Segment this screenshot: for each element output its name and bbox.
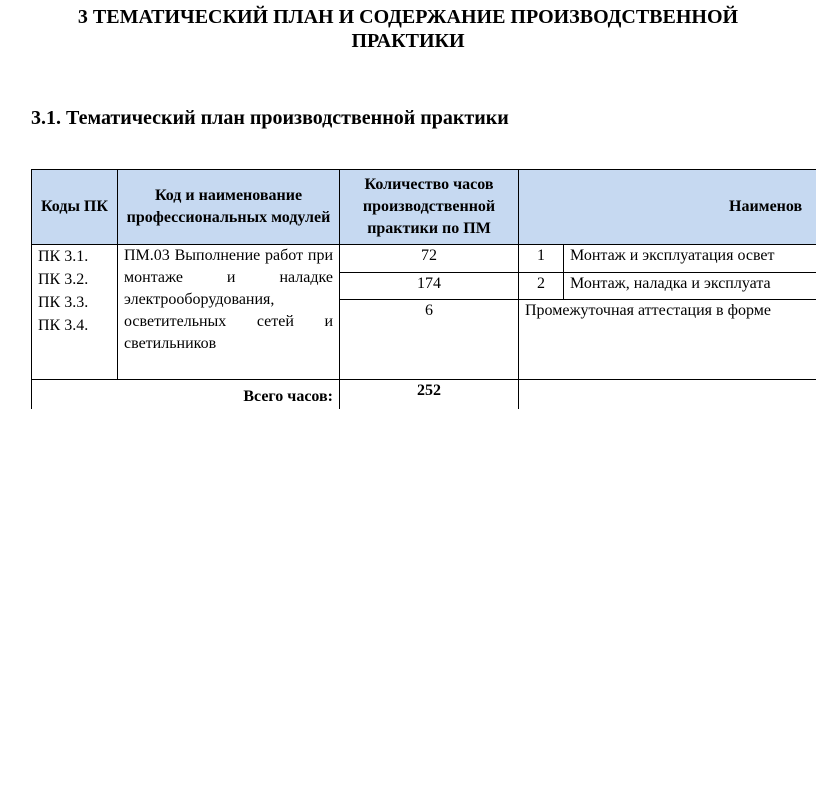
topic-name-cell: Монтаж и эксплуатация освет [564, 245, 816, 273]
hours-cell: 6 [340, 300, 519, 380]
module-cell: ПМ.03 Выполнение работ при монтаже и наладке электрооборудования, осветительных сетей и светильников [118, 245, 340, 380]
header-name: Наименов [519, 170, 816, 245]
table-total-row [32, 380, 816, 410]
page-title-line-2: ПРАКТИКИ [351, 30, 465, 52]
header-pk-codes: Коды ПК [32, 170, 118, 245]
table-header-row [32, 170, 816, 245]
pk-code: ПК 3.1. [38, 248, 89, 265]
section-subtitle: 3.1. Тематический план производственной практики [31, 107, 509, 129]
hours-cell: 72 [340, 245, 519, 273]
table-row [32, 245, 816, 273]
total-label: Всего часов: [32, 380, 340, 410]
thematic-plan-table-wrapper [31, 169, 816, 409]
header-hours: Количество часов производственной практики по ПМ [340, 170, 519, 245]
header-module: Код и наименование профессиональных модулей [118, 170, 340, 245]
pk-code: ПК 3.2. [38, 271, 89, 288]
topic-number-cell: 2 [519, 273, 564, 300]
page-title-line-1: 3 ТЕМАТИЧЕСКИЙ ПЛАН И СОДЕРЖАНИЕ ПРОИЗВОДСТВЕННОЙ [77, 6, 739, 28]
total-empty-cell [519, 380, 816, 410]
thematic-plan-table [31, 169, 816, 409]
pk-code: ПК 3.4. [38, 317, 89, 334]
pk-codes-cell [32, 245, 118, 380]
hours-cell: 174 [340, 273, 519, 300]
attestation-cell: Промежуточная аттестация в форме [519, 300, 816, 380]
topic-number-cell: 1 [519, 245, 564, 273]
pk-code: ПК 3.3. [38, 294, 89, 311]
total-value: 252 [340, 380, 519, 410]
topic-name-cell: Монтаж, наладка и эксплуата [564, 273, 816, 300]
